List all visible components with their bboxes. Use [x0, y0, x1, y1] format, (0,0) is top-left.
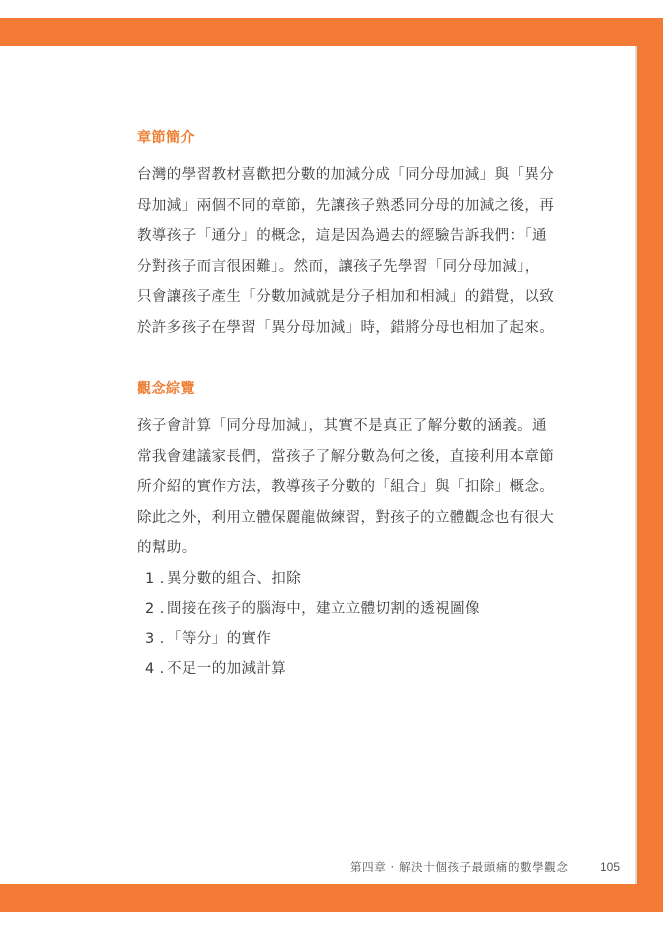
- paragraph-line: 只會讓孩子產生「分數加減就是分子相加和相減」的錯覺，以致: [137, 289, 555, 305]
- list-item-text: 不足一的加減計算: [167, 660, 287, 677]
- list-item: [145, 564, 557, 594]
- orange-frame-bottom: [0, 884, 663, 912]
- list-item-text: 間接在孩子的腦海中，建立立體切割的透視圖像: [167, 600, 480, 617]
- paragraph-line: 的幫助。: [137, 540, 197, 556]
- section-heading-concept-overview: 觀念綜覽: [137, 381, 195, 397]
- page-footer: [350, 855, 620, 879]
- chapter-intro-paragraph: [137, 160, 557, 343]
- list-item-number: 1 .: [145, 570, 165, 587]
- page-edge-shadow: [635, 46, 637, 884]
- paragraph-line: 除此之外，利用立體保麗龍做練習，對孩子的立體觀念也有很大: [137, 509, 555, 526]
- list-item-text: 異分數的組合、扣除: [167, 570, 302, 587]
- paragraph-line: 母加減」兩個不同的章節，先讓孩子熟悉同分母的加減之後，再: [137, 197, 555, 214]
- concept-list: [137, 564, 557, 684]
- page-content: [137, 128, 557, 684]
- footer-chapter-title: 第四章 · 解決十個孩子最頭痛的數學觀念: [350, 860, 569, 874]
- paragraph-line: 孩子會計算「同分母加減」，其實不是真正了解分數的涵義。通: [137, 418, 547, 434]
- paragraph-line: 教導孩子「通分」的概念，這是因為過去的經驗告訴我們：「通: [137, 228, 547, 244]
- list-item: [145, 624, 557, 654]
- orange-frame-top: [0, 18, 663, 46]
- list-item: [145, 654, 557, 684]
- paragraph-line: 常我會建議家長們，當孩子了解分數為何之後，直接利用本章節: [137, 448, 555, 465]
- list-item-number: 4 .: [145, 660, 165, 677]
- paragraph-line: 於許多孩子在學習「異分母加減」時，錯將分母也相加了起來。: [137, 319, 555, 336]
- list-item-text: 「等分」的實作: [167, 630, 272, 647]
- section-concept-overview: [137, 379, 557, 684]
- footer-page-number: 105: [599, 860, 620, 874]
- paragraph-line: 分對孩子而言很困難」。然而，讓孩子先學習「同分母加減」，: [137, 258, 540, 275]
- list-item: [145, 594, 557, 624]
- paragraph-line: 所介紹的實作方法，教導孩子分數的「組合」與「扣除」概念。: [137, 479, 555, 495]
- orange-frame-right: [637, 18, 663, 890]
- section-heading-chapter-intro: 章節簡介: [137, 130, 195, 146]
- paragraph-line: 台灣的學習教材喜歡把分數的加減分成「同分母加減」與「異分: [137, 167, 555, 183]
- section-chapter-intro: [137, 128, 557, 343]
- list-item-number: 2 .: [145, 600, 165, 617]
- concept-overview-paragraph: [137, 411, 557, 564]
- list-item-number: 3 .: [145, 630, 165, 647]
